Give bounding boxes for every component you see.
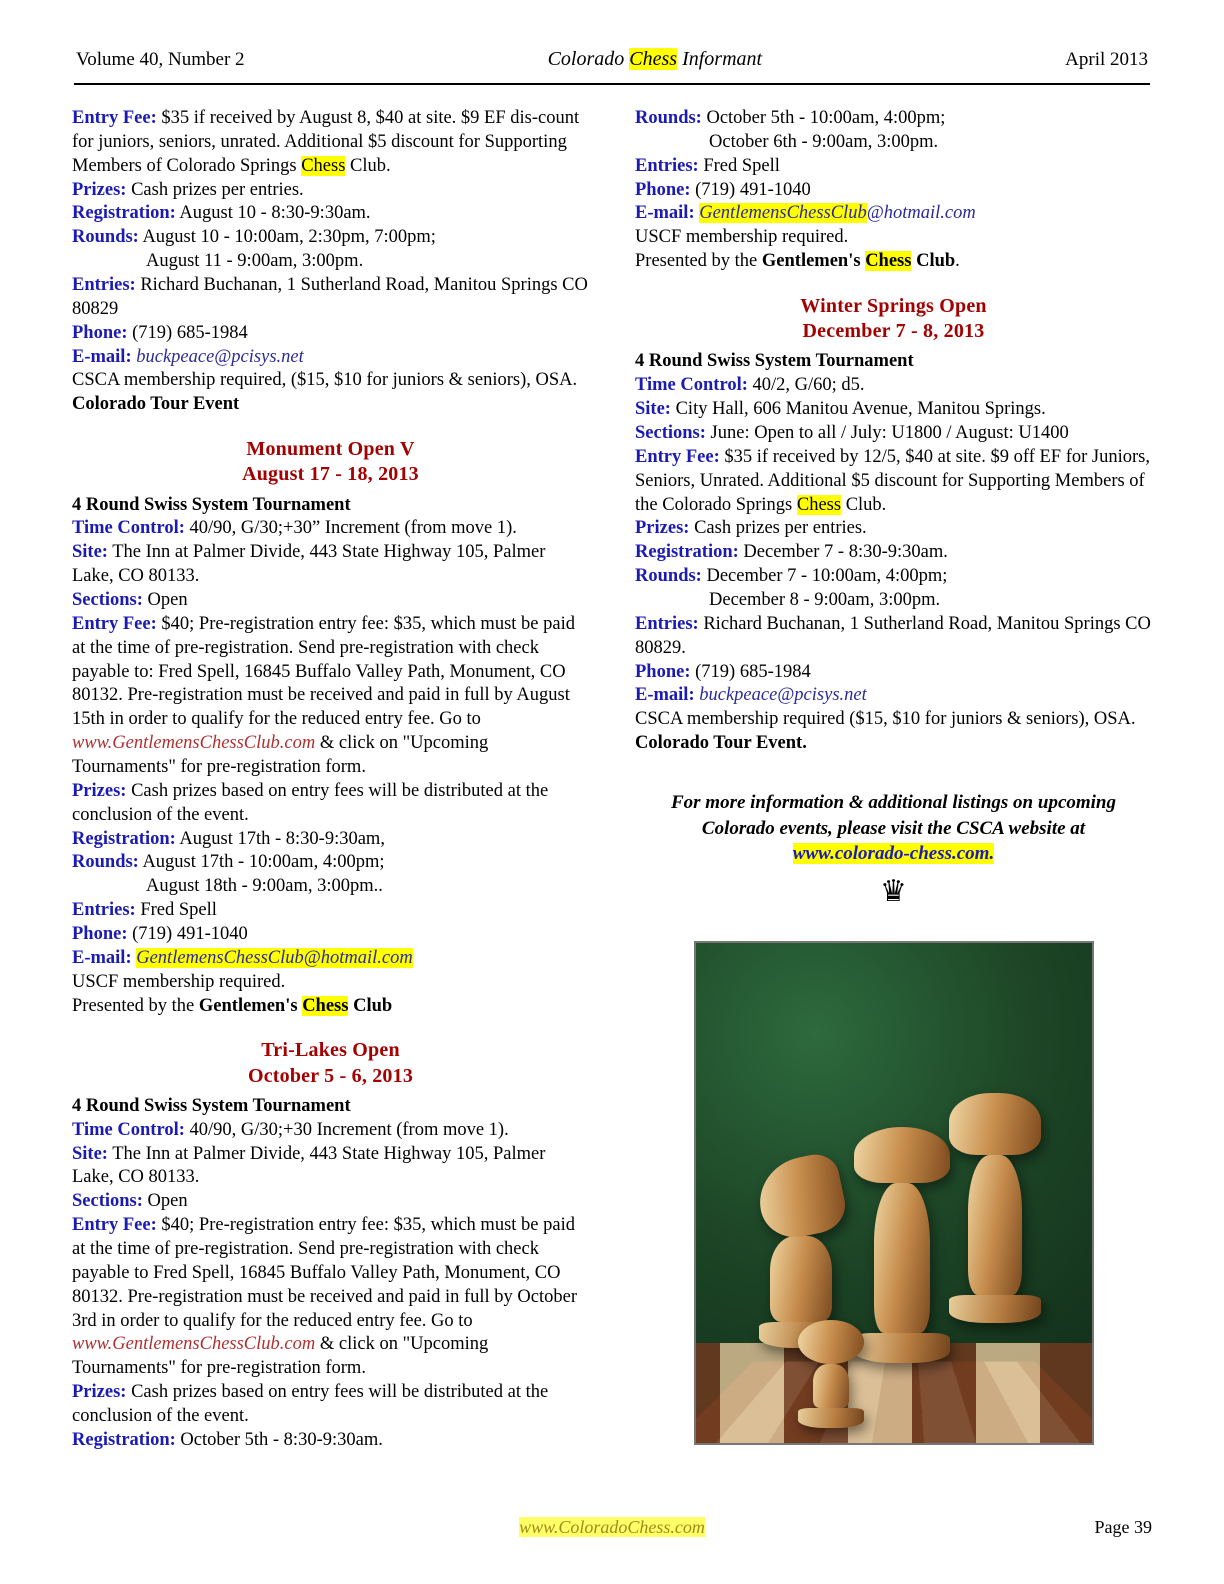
winter-site [635,398,1152,422]
tri-lakes-open-title [72,1038,589,1088]
trilakes-title-line1: Tri-Lakes Open [261,1039,400,1062]
entry-fee-text-part2: & click on "Upcoming Tournaments" for pre-registration form. [72,733,489,777]
email-link[interactable]: GentlemensChessClub@hotmail.com [136,947,413,968]
entry-fee-text-part1: $35 if received by August 8, $40 at site. $9 EF dis-count for juniors, seniors, unrated. Additional $5 discount for Supporting Members of Colorado Springs [72,108,580,176]
rounds-label: Rounds: [635,566,702,587]
phone-label: Phone: [72,322,128,343]
winter-title-line2: December 7 - 8, 2013 [802,320,985,343]
prizes-label: Prizes: [635,518,690,539]
email-link-domain[interactable]: @hotmail.com [866,203,976,224]
monument-sections [72,589,589,613]
monument-site [72,541,589,589]
winter-format: 4 Round Swiss System Tournament [635,351,914,372]
winter-entries [635,613,1152,661]
time-control-label: Time Control: [635,375,748,396]
page-footer [72,1517,1152,1538]
presented-club-name: Gentlemen's [761,251,866,272]
photo-pawn-piece [798,1320,864,1428]
sections-text: June: Open to all / July: U1800 / August: U1400 [705,422,1069,443]
entry-fee-text-part1: $40; Pre-registration entry fee: $35, which must be paid at the time of pre-registration. Send pre-registration with check payable to Fred Spell, 16845 Buffalo Valley Path, Monument, CO 80132. Pre-registration must be received and paid in full by October 3rd in order to qualify for the reduced entry fee. Go to [72,1215,578,1331]
csca-website-note [645,790,1142,867]
winter-time-control [635,374,1152,398]
rounds-label: Rounds: [72,852,139,873]
prizes-text: Cash prizes based on entry fees will be distributed at the conclusion of the event. [72,1382,549,1426]
content-columns [72,107,1152,1453]
winter-entry-fee [635,446,1152,518]
winter-email [635,684,1152,708]
entry-fee-label: Entry Fee: [72,108,157,128]
monument-phone [72,923,589,947]
monument-format: 4 Round Swiss System Tournament [72,494,351,515]
phone-label: Phone: [635,179,691,200]
entries-text: Richard Buchanan, 1 Sutherland Road, Manitou Springs CO 80829. [635,613,1151,658]
winter-rounds [635,565,1152,613]
chess-pieces-photo [694,941,1094,1445]
sections-text: Open [142,589,188,610]
header-title-highlight: Chess [629,48,678,70]
presented-club-suffix: Club [348,995,393,1016]
header-title-pre: Colorado [547,48,630,70]
phone-text: (719) 491-1040 [127,924,248,945]
email-link-user[interactable]: GentlemensChessClub [699,203,867,224]
left-column [72,107,589,1453]
site-label: Site: [72,542,108,563]
entry-fee-chess-highlight: Chess [301,155,346,176]
phone-label: Phone: [635,661,691,682]
entries-text: Fred Spell [698,155,780,176]
entry-fee-text-part1: $40; Pre-registration entry fee: $35, which must be paid at the time of pre-registration. Send pre-registration with check payable to: Fred Spell, 16845 Buffalo Valley Path, Monument, CO 80132. Pre-registration must be received and paid in full by August 15th in order to qualify for the reduced entry fee. Go to [72,613,575,730]
gentlemens-chess-club-url[interactable]: www.GentlemensChessClub.com [72,733,316,754]
header-divider [74,83,1150,85]
prizes-label: Prizes: [72,179,127,200]
trilakes-rounds [635,107,1152,155]
monument-email [72,947,589,971]
presented-club-suffix: Club [911,251,956,272]
rounds-text-1: October 5th - 10:00am, 4:00pm; [701,108,946,128]
photo-queen-piece [854,1127,950,1363]
monument-time-control [72,517,589,541]
csca-website-link[interactable]: www.colorado-chess.com. [792,843,995,865]
rounds-text-2: December 8 - 9:00am, 3:00pm. [709,589,941,610]
prizes-text: Cash prizes per entries. [689,518,867,539]
crown-icon: ♛ [880,874,907,908]
continued-csca-note: CSCA membership required, ($15, $10 for juniors & seniors), OSA. [72,370,578,391]
time-control-text: 40/90, G/30;+30” Increment (from move 1). [184,518,517,539]
entry-fee-text-part2: Club. [841,494,887,515]
trilakes-time-control [72,1119,589,1143]
trilakes-phone [635,179,1152,203]
email-link[interactable]: buckpeace@pcisys.net [699,685,867,706]
prizes-label: Prizes: [72,780,127,801]
time-control-label: Time Control: [72,1119,185,1140]
entry-fee-text-part2: Club. [345,155,391,176]
header-title-post: Informant [677,48,763,70]
registration-text: August 10 - 8:30-9:30am. [175,203,371,224]
time-control-label: Time Control: [72,518,185,539]
email-link[interactable]: buckpeace@pcisys.net [136,346,304,367]
presented-chess-highlight: Chess [302,995,349,1016]
continued-registration [72,202,589,226]
right-column [635,107,1152,1453]
continued-prizes [72,179,589,203]
note-line-2: Colorado events, please visit the CSCA website at [701,817,1086,839]
prizes-label: Prizes: [72,1382,127,1403]
monument-registration [72,828,589,852]
sections-label: Sections: [635,422,706,443]
trilakes-presented-by [635,250,1152,274]
monument-entry-fee [72,613,589,780]
monument-open-title [72,437,589,487]
winter-csca-note: CSCA membership required ($15, $10 for juniors & seniors), OSA. [635,709,1136,730]
footer-website-text: www.ColoradoChess.com [519,1517,705,1537]
sections-label: Sections: [72,589,143,610]
winter-title-line1: Winter Springs Open [800,295,987,318]
continued-email [72,346,589,370]
monument-prizes [72,780,589,828]
monument-entries [72,899,589,923]
rounds-text-1: December 7 - 10:00am, 4:00pm; [701,566,948,587]
entries-label: Entries: [635,613,699,634]
phone-text: (719) 685-1984 [690,661,811,682]
presented-club-name: Gentlemen's [198,995,303,1016]
registration-label: Registration: [72,828,176,849]
winter-springs-open-title [635,294,1152,344]
winter-tour-event: Colorado Tour Event. [635,733,807,754]
winter-sections [635,422,1152,446]
rounds-text-2: October 6th - 9:00am, 3:00pm. [709,131,939,152]
entries-label: Entries: [635,155,699,176]
continued-rounds [72,226,589,274]
sections-label: Sections: [72,1191,143,1212]
rounds-label: Rounds: [72,227,139,248]
note-line-1: For more information & additional listings on upcoming [670,792,1116,813]
trilakes-email [635,202,1152,226]
presented-prefix: Presented by the [72,995,199,1016]
continued-entries [72,274,589,322]
trilakes-prizes [72,1381,589,1429]
monument-title-line1: Monument Open V [246,438,415,461]
monument-rounds [72,851,589,899]
rounds-text-2: August 11 - 9:00am, 3:00pm. [146,251,364,272]
winter-phone [635,661,1152,685]
registration-text: August 17th - 8:30-9:30am, [175,828,385,849]
winter-registration [635,541,1152,565]
email-label: E-mail: [72,346,132,367]
sections-text: Open [142,1191,188,1212]
trilakes-site [72,1143,589,1191]
site-label: Site: [72,1143,108,1164]
header-volume: Volume 40, Number 2 [76,49,245,70]
email-label: E-mail: [635,203,695,224]
registration-text: October 5th - 8:30-9:30am. [175,1429,383,1450]
prizes-text: Cash prizes per entries. [126,179,304,200]
gentlemens-chess-club-url[interactable]: www.GentlemensChessClub.com [72,1334,316,1355]
presented-prefix: Presented by the [635,251,762,272]
phone-text: (719) 491-1040 [690,179,811,200]
trilakes-registration [72,1429,589,1453]
registration-label: Registration: [72,1429,176,1450]
rounds-label: Rounds: [635,108,702,128]
photo-king-piece [949,1093,1041,1323]
entry-fee-label: Entry Fee: [635,446,720,467]
phone-text: (719) 685-1984 [127,322,248,343]
site-label: Site: [635,399,671,420]
entry-fee-text-part1: $35 if received by 12/5, $40 at site. $9 off EF for Juniors, Seniors, Unrated. Additional $5 discount for Supporting Members of the Colorado Springs [635,446,1150,515]
monument-presented-by [72,995,589,1019]
site-text: The Inn at Palmer Divide, 443 State Highway 105, Palmer Lake, CO 80133. [72,1143,546,1188]
email-label: E-mail: [72,947,132,968]
winter-prizes [635,517,1152,541]
trilakes-entries [635,155,1152,179]
entry-fee-text-part2: & click on "Upcoming Tournaments" for pre-registration form. [72,1334,489,1379]
site-text: City Hall, 606 Manitou Avenue, Manitou Springs. [670,399,1046,420]
trilakes-format: 4 Round Swiss System Tournament [72,1095,351,1116]
registration-label: Registration: [635,542,739,563]
email-label: E-mail: [635,685,695,706]
entries-text: Fred Spell [135,900,217,921]
registration-label: Registration: [72,203,176,224]
monument-uscf-note: USCF membership required. [72,971,286,992]
presented-chess-highlight: Chess [865,251,912,272]
phone-label: Phone: [72,924,128,945]
entry-fee-label: Entry Fee: [72,613,157,634]
header-title [548,48,762,71]
entry-fee-label: Entry Fee: [72,1215,157,1236]
presented-period: . [955,251,960,272]
footer-website[interactable] [72,1517,1152,1538]
trilakes-entry-fee [72,1214,589,1381]
footer-page-number: Page 39 [1094,1517,1152,1537]
entries-label: Entries: [72,900,136,921]
rounds-text-1: August 10 - 10:00am, 2:30pm, 7:00pm; [138,227,436,248]
prizes-text: Cash prizes based on entry fees will be distributed at the conclusion of the event. [72,780,549,825]
entries-text: Richard Buchanan, 1 Sutherland Road, Manitou Springs CO 80829 [72,275,588,319]
trilakes-title-line2: October 5 - 6, 2013 [247,1064,414,1087]
continued-tour-event: Colorado Tour Event [72,394,240,415]
monument-title-line2: August 17 - 18, 2013 [242,463,419,486]
trilakes-uscf-note: USCF membership required. [635,227,849,248]
continued-entry-fee [72,107,589,179]
time-control-text: 40/90, G/30;+30 Increment (from move 1). [184,1119,509,1140]
rounds-text-2: August 18th - 9:00am, 3:00pm.. [146,876,383,897]
rounds-text-1: August 17th - 10:00am, 4:00pm; [138,852,385,873]
page-header [72,48,1152,71]
entries-label: Entries: [72,275,136,296]
registration-text: December 7 - 8:30-9:30am. [738,542,948,563]
time-control-text: 40/2, G/60; d5. [747,375,865,396]
trilakes-sections [72,1190,589,1214]
site-text: The Inn at Palmer Divide, 443 State Highway 105, Palmer Lake, CO 80133. [72,542,546,587]
entry-fee-chess-highlight: Chess [796,494,842,515]
continued-phone [72,322,589,346]
header-date: April 2013 [1065,49,1148,70]
